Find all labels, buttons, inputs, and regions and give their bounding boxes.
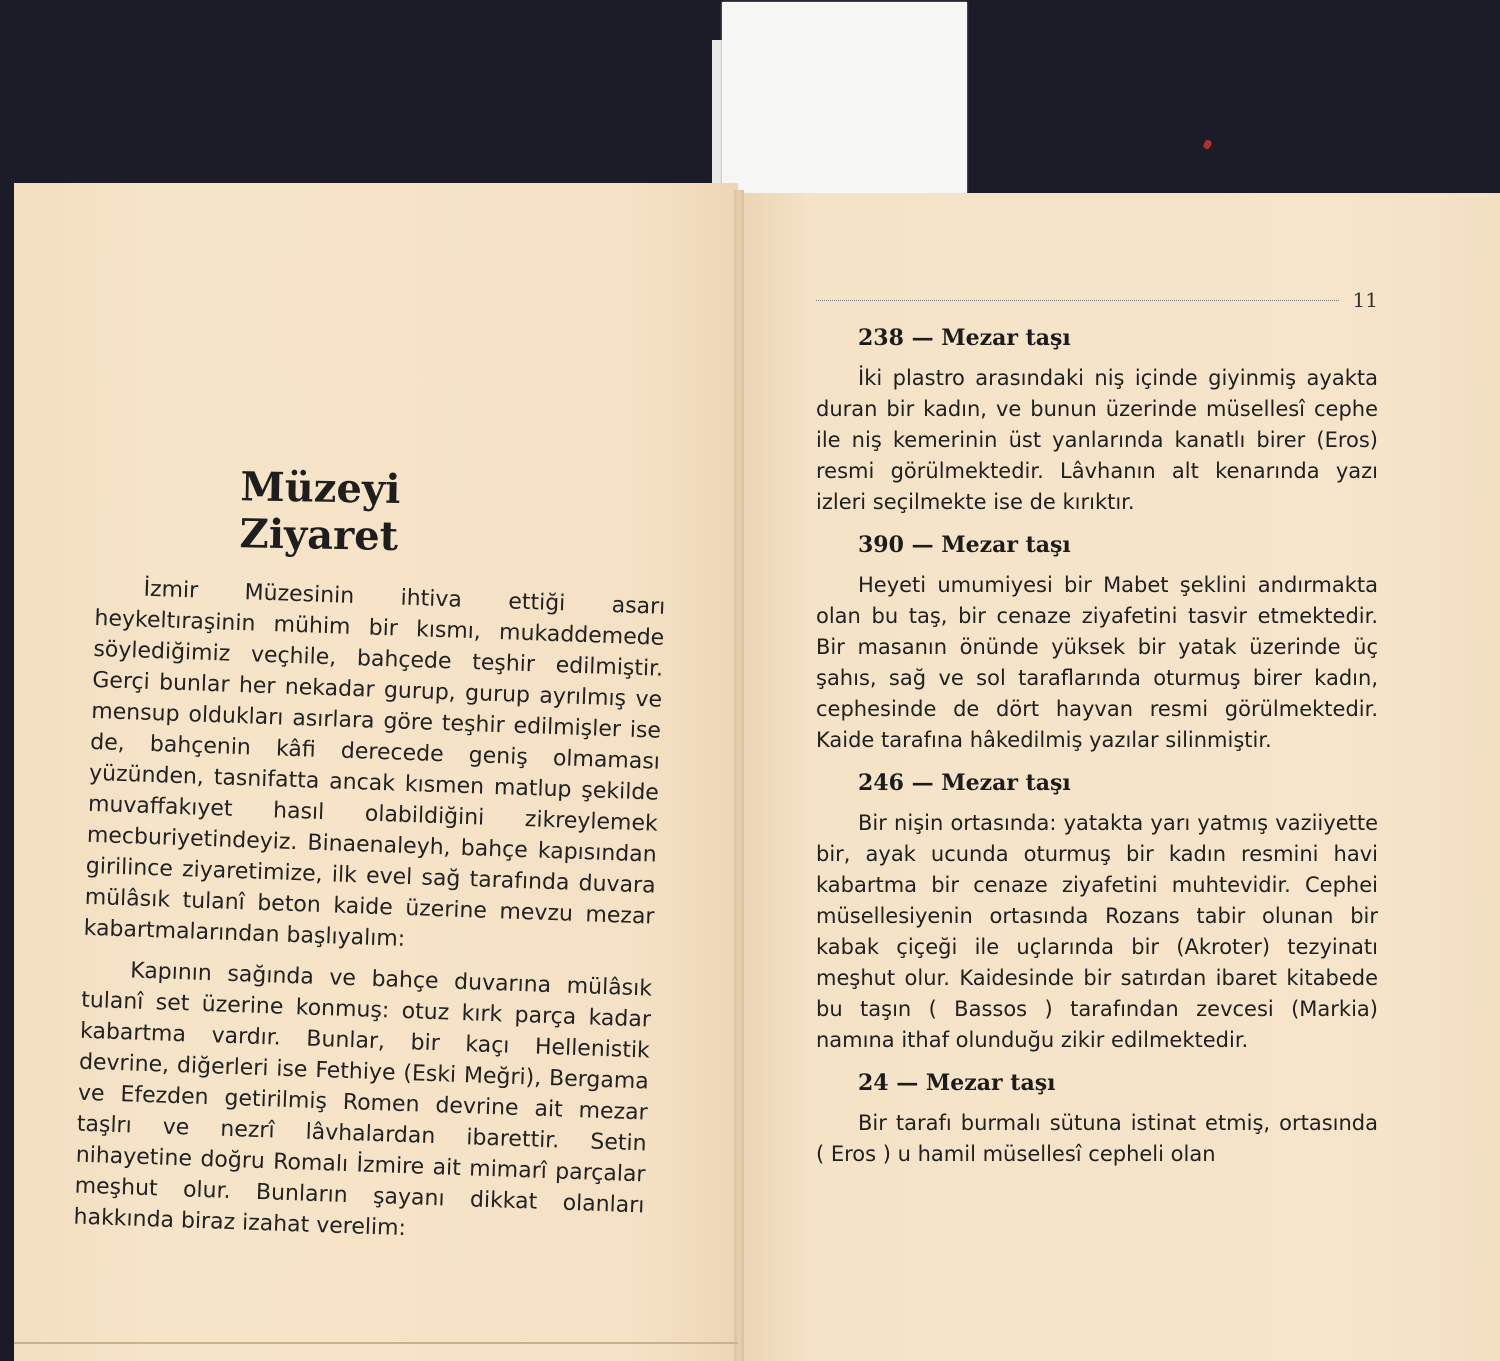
entry-title: 246 — Mezar taşı (858, 770, 1071, 796)
book-gutter (734, 190, 744, 1361)
entry-text: Heyeti umumiyesi bir Mabet şeklini andırmakta olan bu taş, bir cenaze ziyafetini tasvir etmektedir. Bir masanın önünde yüksek bir yatak üzerinde üç şahıs, sağ ve sol taraflarında oturmuş birer kadın, cephesinde de dört hayvan resmi görülmektedir. Kaide tarafına hâkedilmiş yazılar silinmiştir. (816, 573, 1378, 752)
entry-title: 238 — Mezar taşı (858, 325, 1071, 351)
page-header (816, 285, 1378, 315)
entry-text: Bir tarafı burmalı sütuna istinat etmiş, ortasında ( Eros ) u hamil müsellesî cepheli olan (816, 1111, 1378, 1166)
entry-title: 24 — Mezar taşı (858, 1070, 1056, 1096)
entry-text: Bir nişin ortasında: yatakta yarı yatmış vaziiyette bir, ayak ucunda oturmuş bir kadın resmini havi kabartma bir cenaze ziyafetini muhtevidir. Cephei müsellesiyenin ortasında Rozans tabir olunan bir kabak çiçeği ile uçlarında bir (Akroter) tezyinatı meşhut olur. Kaidesinde bir satırdan ibaret kitabede bu taşın ( Bassos ) tarafından zevcesi (Markia) namına ithaf olunduğu zikir edilmektedir. (816, 811, 1378, 1052)
entry-text: İki plastro arasındaki niş içinde giyinmiş ayakta duran bir kadın, ve bunun üzerinde müsellesî cephe ile niş kemerinin üst yanlarında kanatlı birer (Eros) resmi görülmektedir. Lâvhanın alt kenarında yazı izleri seçilmekte ise de kırıktır. (816, 366, 1378, 514)
paper-bookmark (722, 2, 967, 204)
entry-title: 390 — Mezar taşı (858, 532, 1071, 558)
page-title: Müzeyi Ziyaret (239, 463, 401, 560)
paragraph: Kapının sağında ve bahçe duvarına mülâsık tulanî set üzerine konmuş: otuz kırk parça kadar kabartma vardır. Bunlar, bir kaçı Hellenistik devrine, diğerleri ise Fethiye (Eski Meğri), Bergama ve Efezden getirilmiş Romen devrine ait mezar taşlrı ve nezrî lâvhalardan ibarettir. Setin nihayetine doğru Romalı İzmire ait mimarî parçalar meşhut olur. Bunların şayanı dikkat olanları hakkında biraz izahat verelim: (73, 958, 653, 1242)
right-page-body (816, 285, 1378, 1184)
page-edge (14, 1342, 738, 1344)
page-number: 11 (1352, 288, 1378, 312)
dotted-rule (816, 300, 1339, 301)
paragraph: İzmir Müzesinin ihtiva ettiği asarı heykeltıraşinin mühim bir kısmı, mukaddemede söylediğimiz veçhile, bahçede teşhir edilmiştir. Gerçi bunlar her nekadar gurup, gurup ayrılmış ve mensup oldukları asırlara göre teşhir edilmişler ise de, bahçenin kâfi derecede geniş olmaması yüzünden, tasnifatta ancak kısmen matlup şekilde muvaffakıyet hasıl olabildiğini zikreylemek mecburiyetindeyiz. Binaenaleyh, bahçe kapısından girilince ziyaretimize, ilk evel sağ tarafında duvara mülâsık tulanî beton kaide üzerine mevzu mezar kabartmalarından başlıyalım: (83, 576, 666, 952)
left-page-body (73, 462, 670, 1262)
